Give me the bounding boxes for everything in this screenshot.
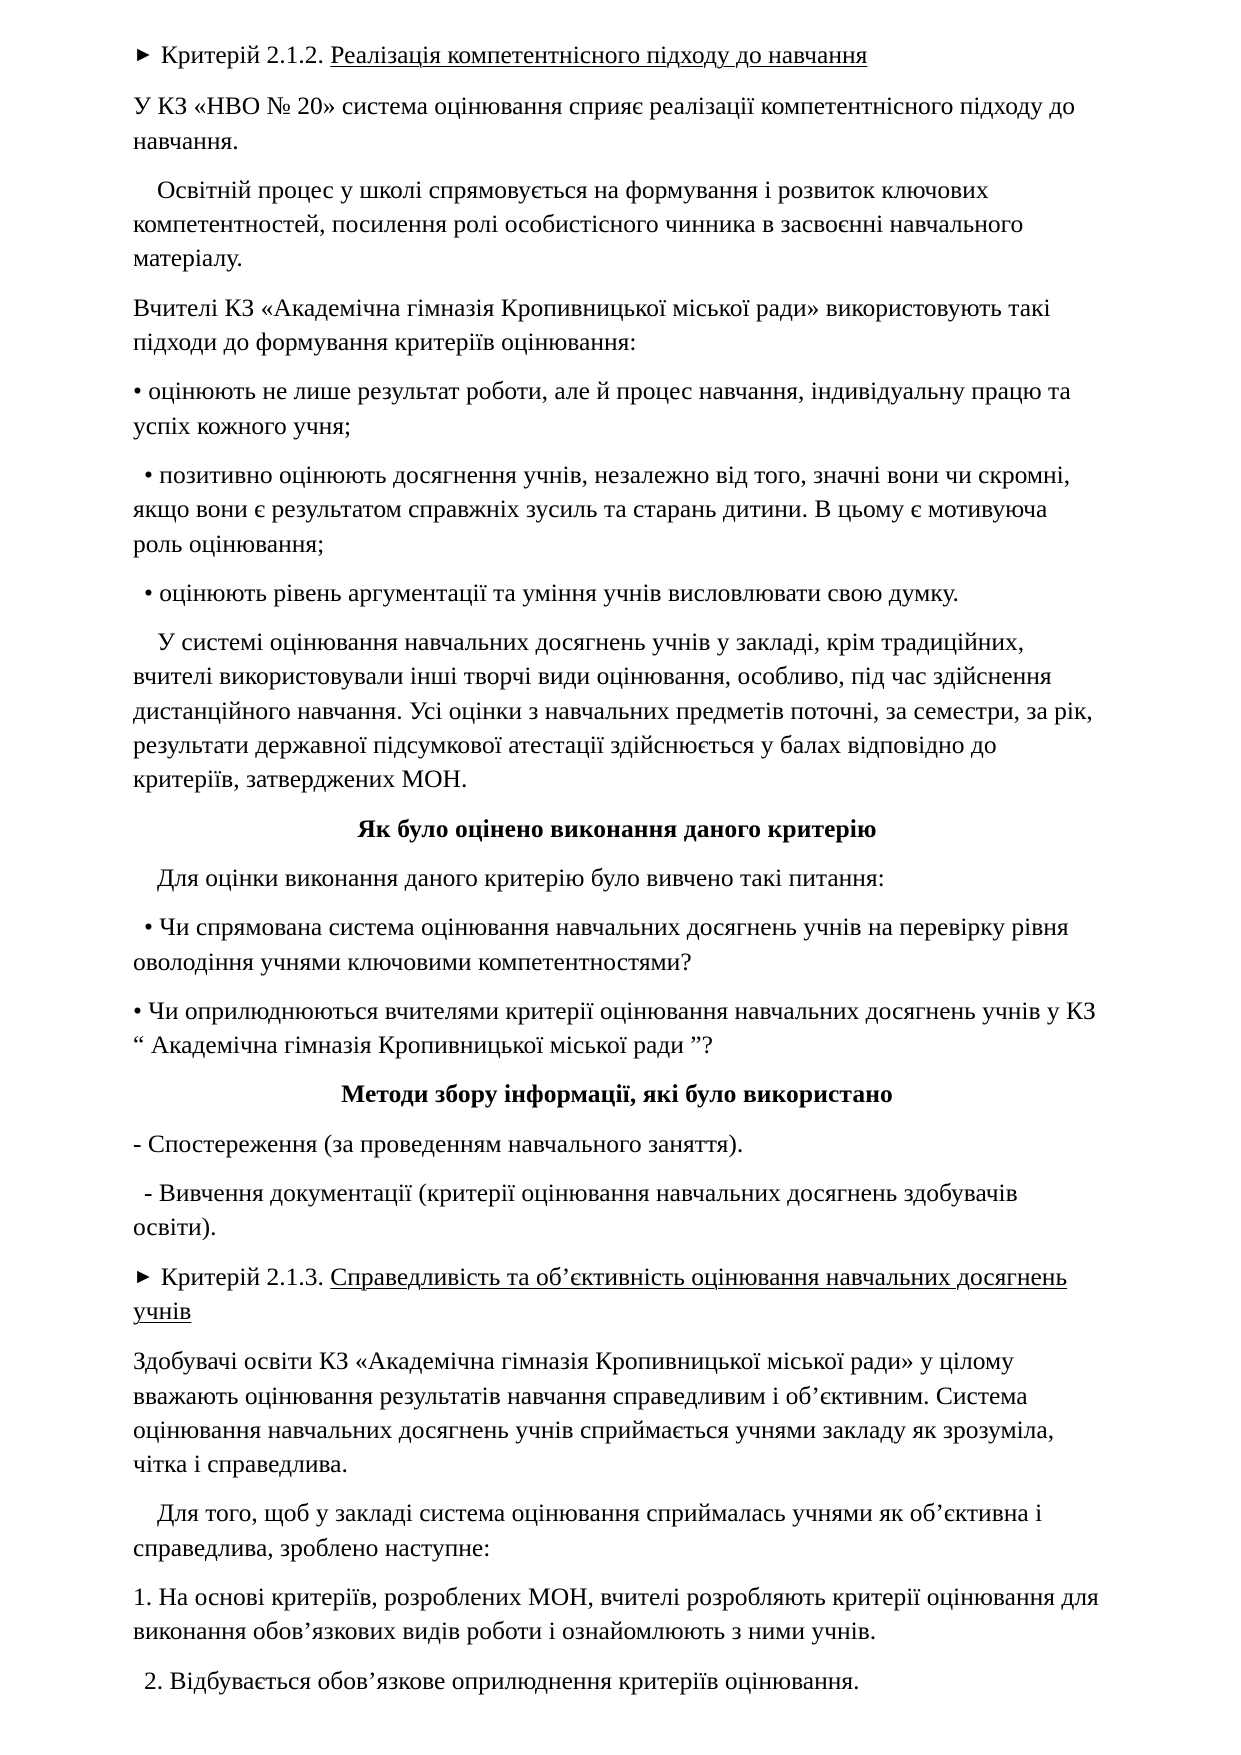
list-item-question-2: • Чи оприлюднюються вчителями критерії оцінювання навчальних досягнень учнів у КЗ “ Академічна гімназія Кропивницької міської ради ”? (133, 995, 1096, 1060)
list-item-assessment-3: • оцінюють рівень аргументації та уміння учнів висловлювати свою думку. (144, 577, 959, 607)
section-heading-how-evaluated: Як було оцінено виконання даного критерію (357, 813, 877, 843)
paragraph-questions-intro: Для оцінки виконання даного критерію було вивчено такі питання: (157, 862, 885, 892)
numbered-item-2: 2. Відбувається обов’язкове оприлюднення критеріїв оцінювання. (144, 1665, 860, 1695)
list-item-method-2: - Вивчення документації (критерії оцінювання навчальних досягнень здобувачів освіти). (133, 1178, 1018, 1242)
criterion-title: Справедливість та об’єктивність оцінювання навчальних досягнень учнів (133, 1261, 1068, 1325)
numbered-item-1: 1. На основі критеріїв, розроблених МОН, вчителі розробляють критерії оцінювання для виконання обов’язкових видів роботи і ознайомлюють з ними учнів. (133, 1581, 1099, 1646)
list-item-question-1: • Чи спрямована система оцінювання навчальних досягнень учнів на перевірку рівня оволодіння учнями ключовими компетентностями? (133, 912, 1069, 976)
section-heading-methods: Методи збору інформації, які було використано (341, 1079, 893, 1109)
criterion-label: Критерій 2.1.3. (160, 1261, 324, 1291)
paragraph-students-opinion: Здобувачі освіти КЗ «Академічна гімназія Кропивницької міської ради» у цілому вважають оцінювання результатів навчання справедливим і об’єктивним. Система оцінювання навчальних досягнень учнів сприймається учнями закладу як зрозуміла, чітка і справедлива. (133, 1346, 1055, 1479)
document-body (133, 38, 1101, 1698)
criterion-heading-2-1-2 (133, 38, 1101, 72)
paragraph-teachers-approaches: Вчителі КЗ «Академічна гімназія Кропивницької міської ради» використовують такі підходи до формування критеріїв оцінювання: (133, 292, 1051, 357)
list-item-method-1: - Спостереження (за проведенням навчального заняття). (133, 1128, 744, 1158)
paragraph-intro: У КЗ «НВО № 20» система оцінювання сприяє реалізації компетентнісного підходу до навчання. (133, 91, 1076, 155)
criterion-title: Реалізація компетентнісного підходу до навчання (330, 40, 868, 69)
criterion-heading-2-1-3 (133, 1260, 1101, 1329)
paragraph-educational-process: Освітній процес у школі спрямовується на формування і розвиток ключових компетентностей, посилення ролі особистісного чинника в засвоєнні навчального матеріалу. (133, 174, 1024, 273)
paragraph-for-objectivity: Для того, щоб у закладі система оцінювання сприймалась учнями як об’єктивна і справедлива, зроблено наступне: (133, 1498, 1043, 1562)
criterion-label: Критерій 2.1.2. (160, 40, 324, 69)
list-item-assessment-2: • позитивно оцінюють досягнення учнів, незалежно від того, значні вони чи скромні, якщо вони є результатом справжніх зусиль та старань дитини. В цьому є мотивуюча роль оцінювання; (133, 459, 1071, 558)
triangle-right-icon: ► (133, 1263, 154, 1288)
list-item-assessment-1: • оцінюють не лише результат роботи, але й процес навчання, індивідуальну працю та успіх кожного учня; (133, 376, 1071, 440)
triangle-right-icon: ► (133, 42, 154, 66)
paragraph-assessment-system: У системі оцінювання навчальних досягнень учнів у закладі, крім традиційних, вчителі використовували інші творчі види оцінювання, особливо, під час здійснення дистанційного навчання. Усі оцінки з навчальних предметів поточні, за семестри, за рік, результати державної підсумкової атестації здійснюється у балах відповідно до критеріїв, затверджених МОН. (133, 627, 1093, 794)
